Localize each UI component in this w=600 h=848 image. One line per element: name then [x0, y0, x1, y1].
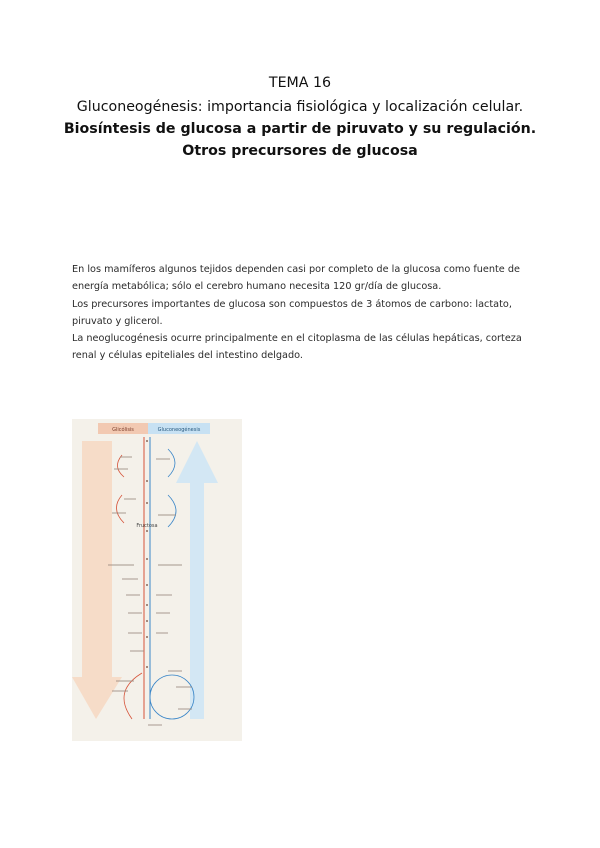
fructose-label: Fructosa — [136, 523, 158, 529]
node-triose — [146, 558, 148, 560]
gluconeogenesis-pathway-figure — [72, 419, 242, 741]
node-pyruvate — [146, 666, 148, 668]
node-f16bp — [146, 530, 148, 532]
node-pep — [146, 636, 148, 638]
node-glucose — [146, 440, 148, 442]
node-3pg — [146, 604, 148, 606]
paragraph-location: La neoglucogénesis ocurre principalmente en el citoplasma de las células hepáticas, corteza renal y células epiteliales del intestino delgado. — [72, 333, 522, 362]
node-g6p — [146, 480, 148, 482]
topic-number: TEMA 16 — [268, 75, 332, 91]
body-text — [72, 261, 530, 365]
paragraph-precursors: Los precursores importantes de glucosa son compuestos de 3 átomos de carbono: lactato, piruvato y glicerol. — [72, 298, 512, 327]
title-line-precursors: Otros precursores de glucosa — [182, 143, 418, 159]
header-right-label: Gluconeogénesis — [157, 427, 201, 433]
hexokinase-curve — [117, 455, 124, 477]
node-13bpg — [146, 584, 148, 586]
glucose-6-phosphatase-curve — [168, 449, 175, 477]
title-line-gluconeogenesis: Gluconeogénesis: importancia fisiológica y localización celular. — [76, 99, 524, 115]
node-2pg — [146, 620, 148, 622]
paragraph-energy: En los mamíferos algunos tejidos dependen casi por completo de la glucosa como fuente de energía metabólica; sólo el cerebro humano necesita 120 gr/día de glucosa. — [72, 264, 520, 293]
node-f6p — [146, 502, 148, 504]
pfk-curve — [116, 495, 124, 523]
glycolysis-down-arrow — [72, 441, 122, 719]
oxaloacetate-cycle — [150, 675, 194, 719]
document-title — [60, 72, 540, 162]
pyruvate-kinase-curve — [124, 673, 142, 719]
fbpase-curve — [168, 495, 176, 527]
header-left-label: Glicólisis — [112, 427, 134, 433]
title-line-biosynthesis: Biosíntesis de glucosa a partir de piruvato y su regulación. — [63, 121, 537, 137]
